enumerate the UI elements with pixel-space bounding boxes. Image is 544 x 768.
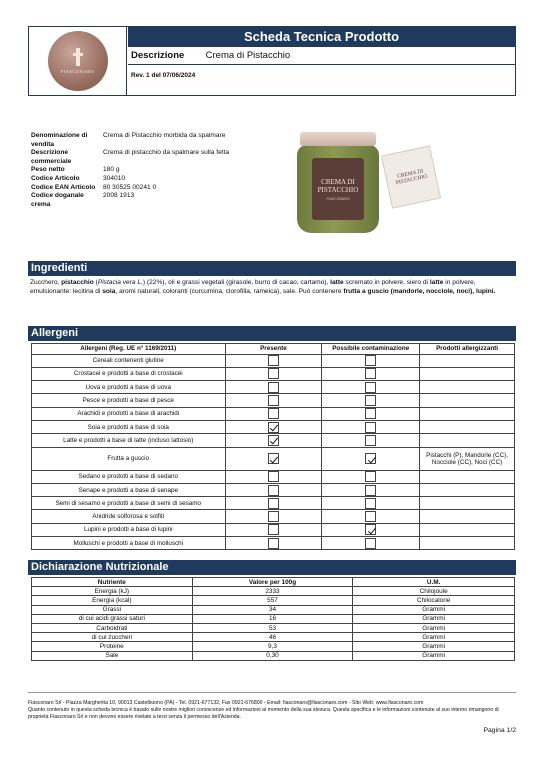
section-nutrizionale: Dichiarazione Nutrizionale (28, 560, 516, 575)
allergen-products (420, 470, 515, 483)
checkbox (365, 395, 376, 406)
contamination-cell (322, 420, 420, 433)
checked-checkbox (268, 435, 279, 446)
nutrient-unit: Grammi (353, 651, 515, 660)
checkbox (268, 524, 279, 535)
allergen-row (32, 510, 515, 523)
nutrient-name: Energia (kJ) (32, 587, 193, 596)
nutrient-name: Proteine (32, 642, 193, 651)
ingr-italic: Pistacia vera L. (97, 279, 143, 286)
ingr-bold: latte (330, 279, 344, 286)
checkbox (268, 355, 279, 366)
revision-text: Rev. 1 del 07/06/2024 (131, 72, 196, 79)
nutrient-value: 9,3 (192, 642, 353, 651)
present-cell (225, 354, 322, 367)
contamination-cell (322, 394, 420, 407)
ingr-text: scremato in polvere, siero di (343, 279, 430, 286)
contamination-cell (322, 523, 420, 536)
nutrition-row (32, 642, 515, 651)
contamination-cell (322, 434, 420, 447)
nutrient-value: 0,30 (192, 651, 353, 660)
allergen-name: Soia e prodotti a base di soia (32, 420, 226, 433)
checkbox (365, 511, 376, 522)
checkbox (365, 368, 376, 379)
nutrient-value: 46 (192, 633, 353, 642)
allergen-name: Sedano e prodotti a base di sedano (32, 470, 226, 483)
info-value: Crema di Pistacchio morbida da spalmare (103, 132, 226, 139)
allergen-row (32, 523, 515, 536)
info-row (31, 132, 271, 149)
allergen-row (32, 381, 515, 394)
jar-label-brand: FIASCONARO (326, 196, 350, 201)
allergen-row (32, 394, 515, 407)
contamination-cell (322, 407, 420, 420)
present-cell (225, 470, 322, 483)
info-value: 80 30525 00241 0 (103, 183, 157, 191)
present-cell (225, 394, 322, 407)
section-allergeni: Allergeni (28, 326, 516, 341)
nutrient-value: 16 (192, 614, 353, 623)
info-key: Codice EAN Articolo (31, 183, 96, 191)
allergen-row (32, 483, 515, 496)
info-key: Codice Articolo (31, 174, 80, 182)
present-cell (225, 420, 322, 433)
nutrient-unit: Grammi (353, 642, 515, 651)
ingredients-text (30, 279, 516, 297)
allergen-products (420, 420, 515, 433)
info-value: Crema di pistacchio da spalmare sulla fetta (103, 149, 230, 157)
description-row (128, 47, 515, 65)
info-row (31, 184, 271, 193)
footer (28, 700, 518, 722)
document-title: Scheda Tecnica Prodotto (128, 27, 515, 47)
allergen-name: Pesce e prodotti a base di pesce (32, 394, 226, 407)
column-header: U.M. (353, 578, 515, 587)
footer-divider (28, 692, 516, 693)
checked-checkbox (268, 422, 279, 433)
allergen-row (32, 367, 515, 380)
footer-contacts: Fiasconaro Srl - Piazza Margherita 10, 90013 Castelbuono (PA) - Tel. 0921-677132, Fax 0921-676800 - Email: fiasconaro@fiasconaro.com - Sito Web: www.fiasconaro.com (28, 700, 424, 706)
allergen-name: Frutta a guscio (32, 447, 226, 470)
allergen-products (420, 381, 515, 394)
nutrition-row (32, 633, 515, 642)
ingr-text: ) (22%), oli e grassi vegetali (girasole, burro di cacao, cartamo), (142, 279, 331, 286)
nutrition-row (32, 651, 515, 660)
info-key: Peso netto (31, 166, 65, 174)
nutrient-name: Energia (kcal) (32, 596, 193, 605)
ingr-bold: latte (429, 279, 444, 286)
jar-tag-text: CREMA DI PISTACCHIO (395, 168, 428, 187)
contamination-cell (322, 470, 420, 483)
jar-lid (300, 132, 376, 146)
checkbox (365, 498, 376, 509)
nutrient-unit: Grammi (353, 623, 515, 632)
footer-disclaimer: Quanto contenuto in questa scheda tecnica è basato sulle nostre migliori conoscenze ed informazioni al momento della sua stesura. Questa specifica e le informazioni contenute al suo interno rimangono di proprietà Fiasconaro Srl e non devono essere rivelate a terzi senza il permesso dell'Azienda. (28, 707, 499, 721)
present-cell (225, 483, 322, 496)
present-cell (225, 510, 322, 523)
present-cell (225, 381, 322, 394)
contamination-cell (322, 497, 420, 510)
info-row (31, 192, 271, 209)
allergen-table (31, 343, 515, 550)
allergen-name: Semi di sesamo e prodotti a base di semi di sesamo (32, 497, 226, 510)
checkbox (268, 498, 279, 509)
allergen-products (420, 434, 515, 447)
checked-checkbox (365, 524, 376, 535)
product-info (31, 132, 271, 209)
nutrition-row (32, 605, 515, 614)
info-row (31, 166, 271, 175)
checkbox (268, 485, 279, 496)
logo-cell (29, 27, 127, 95)
allergen-name: Arachidi e prodotti a base di arachidi (32, 407, 226, 420)
checkbox (365, 471, 376, 482)
nutrient-name: Sale (32, 651, 193, 660)
ingr-bold: soia (102, 287, 116, 295)
allergen-header-row (32, 344, 515, 355)
checkbox (365, 435, 376, 446)
column-header: Valore per 100g (192, 578, 353, 587)
present-cell (225, 447, 322, 470)
info-key: Denominazione di vendita (31, 132, 88, 148)
checkbox (365, 355, 376, 366)
ingr-bold: frutta a guscio (mandorle, nocciole, noci), lupini. (343, 287, 496, 295)
checkbox (365, 485, 376, 496)
contamination-cell (322, 447, 420, 470)
ingr-text: Zucchero, (30, 279, 62, 286)
checkbox (268, 538, 279, 549)
checkbox (268, 382, 279, 393)
allergen-row (32, 434, 515, 447)
present-cell (225, 537, 322, 550)
allergen-name: Anidride solforosa e solfiti (32, 510, 226, 523)
checkbox (268, 395, 279, 406)
allergen-products (420, 523, 515, 536)
allergen-name: Molluschi e prodotti a base di molluschi (32, 537, 226, 550)
description-value: Crema di Pistacchio (205, 50, 291, 61)
present-cell (225, 434, 322, 447)
info-value: 180 g (103, 166, 120, 174)
ingr-text: in polvere, emulsionante: lecitina di (30, 279, 476, 295)
product-image (294, 128, 444, 240)
checked-checkbox (365, 453, 376, 464)
allergen-name: Senape e prodotti a base di senape (32, 483, 226, 496)
nutrient-value: 2333 (192, 587, 353, 596)
nutrition-row (32, 596, 515, 605)
nutrition-header-row (32, 578, 515, 587)
nutrient-unit: Grammi (353, 614, 515, 623)
nutrient-value: 34 (192, 605, 353, 614)
checkbox (365, 422, 376, 433)
ingr-text: , aromi naturali, coloranti (curcumina, clorofilla, rameica), sale. Può contenere (115, 287, 344, 295)
allergen-products (420, 394, 515, 407)
contamination-cell (322, 483, 420, 496)
jar-tag (381, 145, 441, 208)
allergen-name: Cereali contenenti glutine (32, 354, 226, 367)
tower-icon (73, 48, 83, 66)
allergen-products (420, 537, 515, 550)
allergen-products (420, 367, 515, 380)
brand-logo (48, 31, 108, 91)
checkbox (365, 408, 376, 419)
column-header: Presente (225, 344, 322, 355)
nutrient-name: Carboidrati (32, 623, 193, 632)
nutrition-row (32, 587, 515, 596)
allergen-products (420, 354, 515, 367)
info-row (31, 175, 271, 184)
logo-text: FIASCONARO (60, 69, 95, 74)
column-header: Possibile contaminazione (322, 344, 420, 355)
contamination-cell (322, 367, 420, 380)
present-cell (225, 407, 322, 420)
allergen-products: Pistacchi (P), Mandorle (CC), Nocciole (CC), Noci (CC) (420, 447, 515, 470)
info-key: Codice doganale crema (31, 192, 84, 208)
allergen-row (32, 470, 515, 483)
info-value: 304010 (103, 174, 126, 182)
nutrient-value: 557 (192, 596, 353, 605)
nutrition-table (31, 577, 515, 661)
page-number: Pagina 1/2 (483, 727, 516, 734)
nutrition-row (32, 623, 515, 632)
description-label: Descrizione (131, 50, 185, 61)
contamination-cell (322, 510, 420, 523)
present-cell (225, 367, 322, 380)
present-cell (225, 523, 322, 536)
present-cell (225, 497, 322, 510)
info-row (31, 149, 271, 166)
checked-checkbox (268, 453, 279, 464)
allergen-name: Crostacei e prodotti a base di crostacei (32, 367, 226, 380)
column-header: Prodotti allergizzanti (420, 344, 515, 355)
contamination-cell (322, 354, 420, 367)
checkbox (268, 511, 279, 522)
allergen-products (420, 483, 515, 496)
nutrient-unit: Chilocalorie (353, 596, 515, 605)
nutrient-name: Grassi (32, 605, 193, 614)
column-header: Nutriente (32, 578, 193, 587)
allergen-row (32, 407, 515, 420)
nutrient-unit: Grammi (353, 633, 515, 642)
section-ingredienti: Ingredienti (28, 261, 516, 276)
contamination-cell (322, 381, 420, 394)
allergen-row (32, 537, 515, 550)
checkbox (268, 471, 279, 482)
nutrient-unit: Grammi (353, 605, 515, 614)
nutrient-name: di cui acidi grassi saturi (32, 614, 193, 623)
allergen-row (32, 497, 515, 510)
allergen-name: Lupini e prodotti a base di lupini (32, 523, 226, 536)
allergen-name: Latte e prodotti a base di latte (incluso lattosio) (32, 434, 226, 447)
ingr-bold: pistacchio (61, 279, 94, 286)
nutrition-row (32, 614, 515, 623)
column-header: Allergeni (Reg. UE n° 1169/2011) (32, 344, 226, 355)
allergen-row (32, 447, 515, 470)
checkbox (268, 408, 279, 419)
jar-label (312, 158, 364, 220)
allergen-row (32, 420, 515, 433)
nutrient-value: 53 (192, 623, 353, 632)
allergen-products (420, 407, 515, 420)
allergen-row (32, 354, 515, 367)
checkbox (365, 538, 376, 549)
info-value: 2008 1913 (103, 192, 135, 200)
allergen-name: Uova e prodotti a base di uova (32, 381, 226, 394)
checkbox (268, 368, 279, 379)
nutrient-name: di cui zuccheri (32, 633, 193, 642)
nutrient-unit: Chilojoule (353, 587, 515, 596)
checkbox (365, 382, 376, 393)
info-key: Descrizione commerciale (31, 149, 72, 165)
document-header (28, 26, 516, 96)
contamination-cell (322, 537, 420, 550)
jar-label-text: CREMA DI PISTACCHIO (317, 177, 359, 194)
ingr-text: ( (93, 279, 98, 286)
allergen-products (420, 497, 515, 510)
allergen-products (420, 510, 515, 523)
